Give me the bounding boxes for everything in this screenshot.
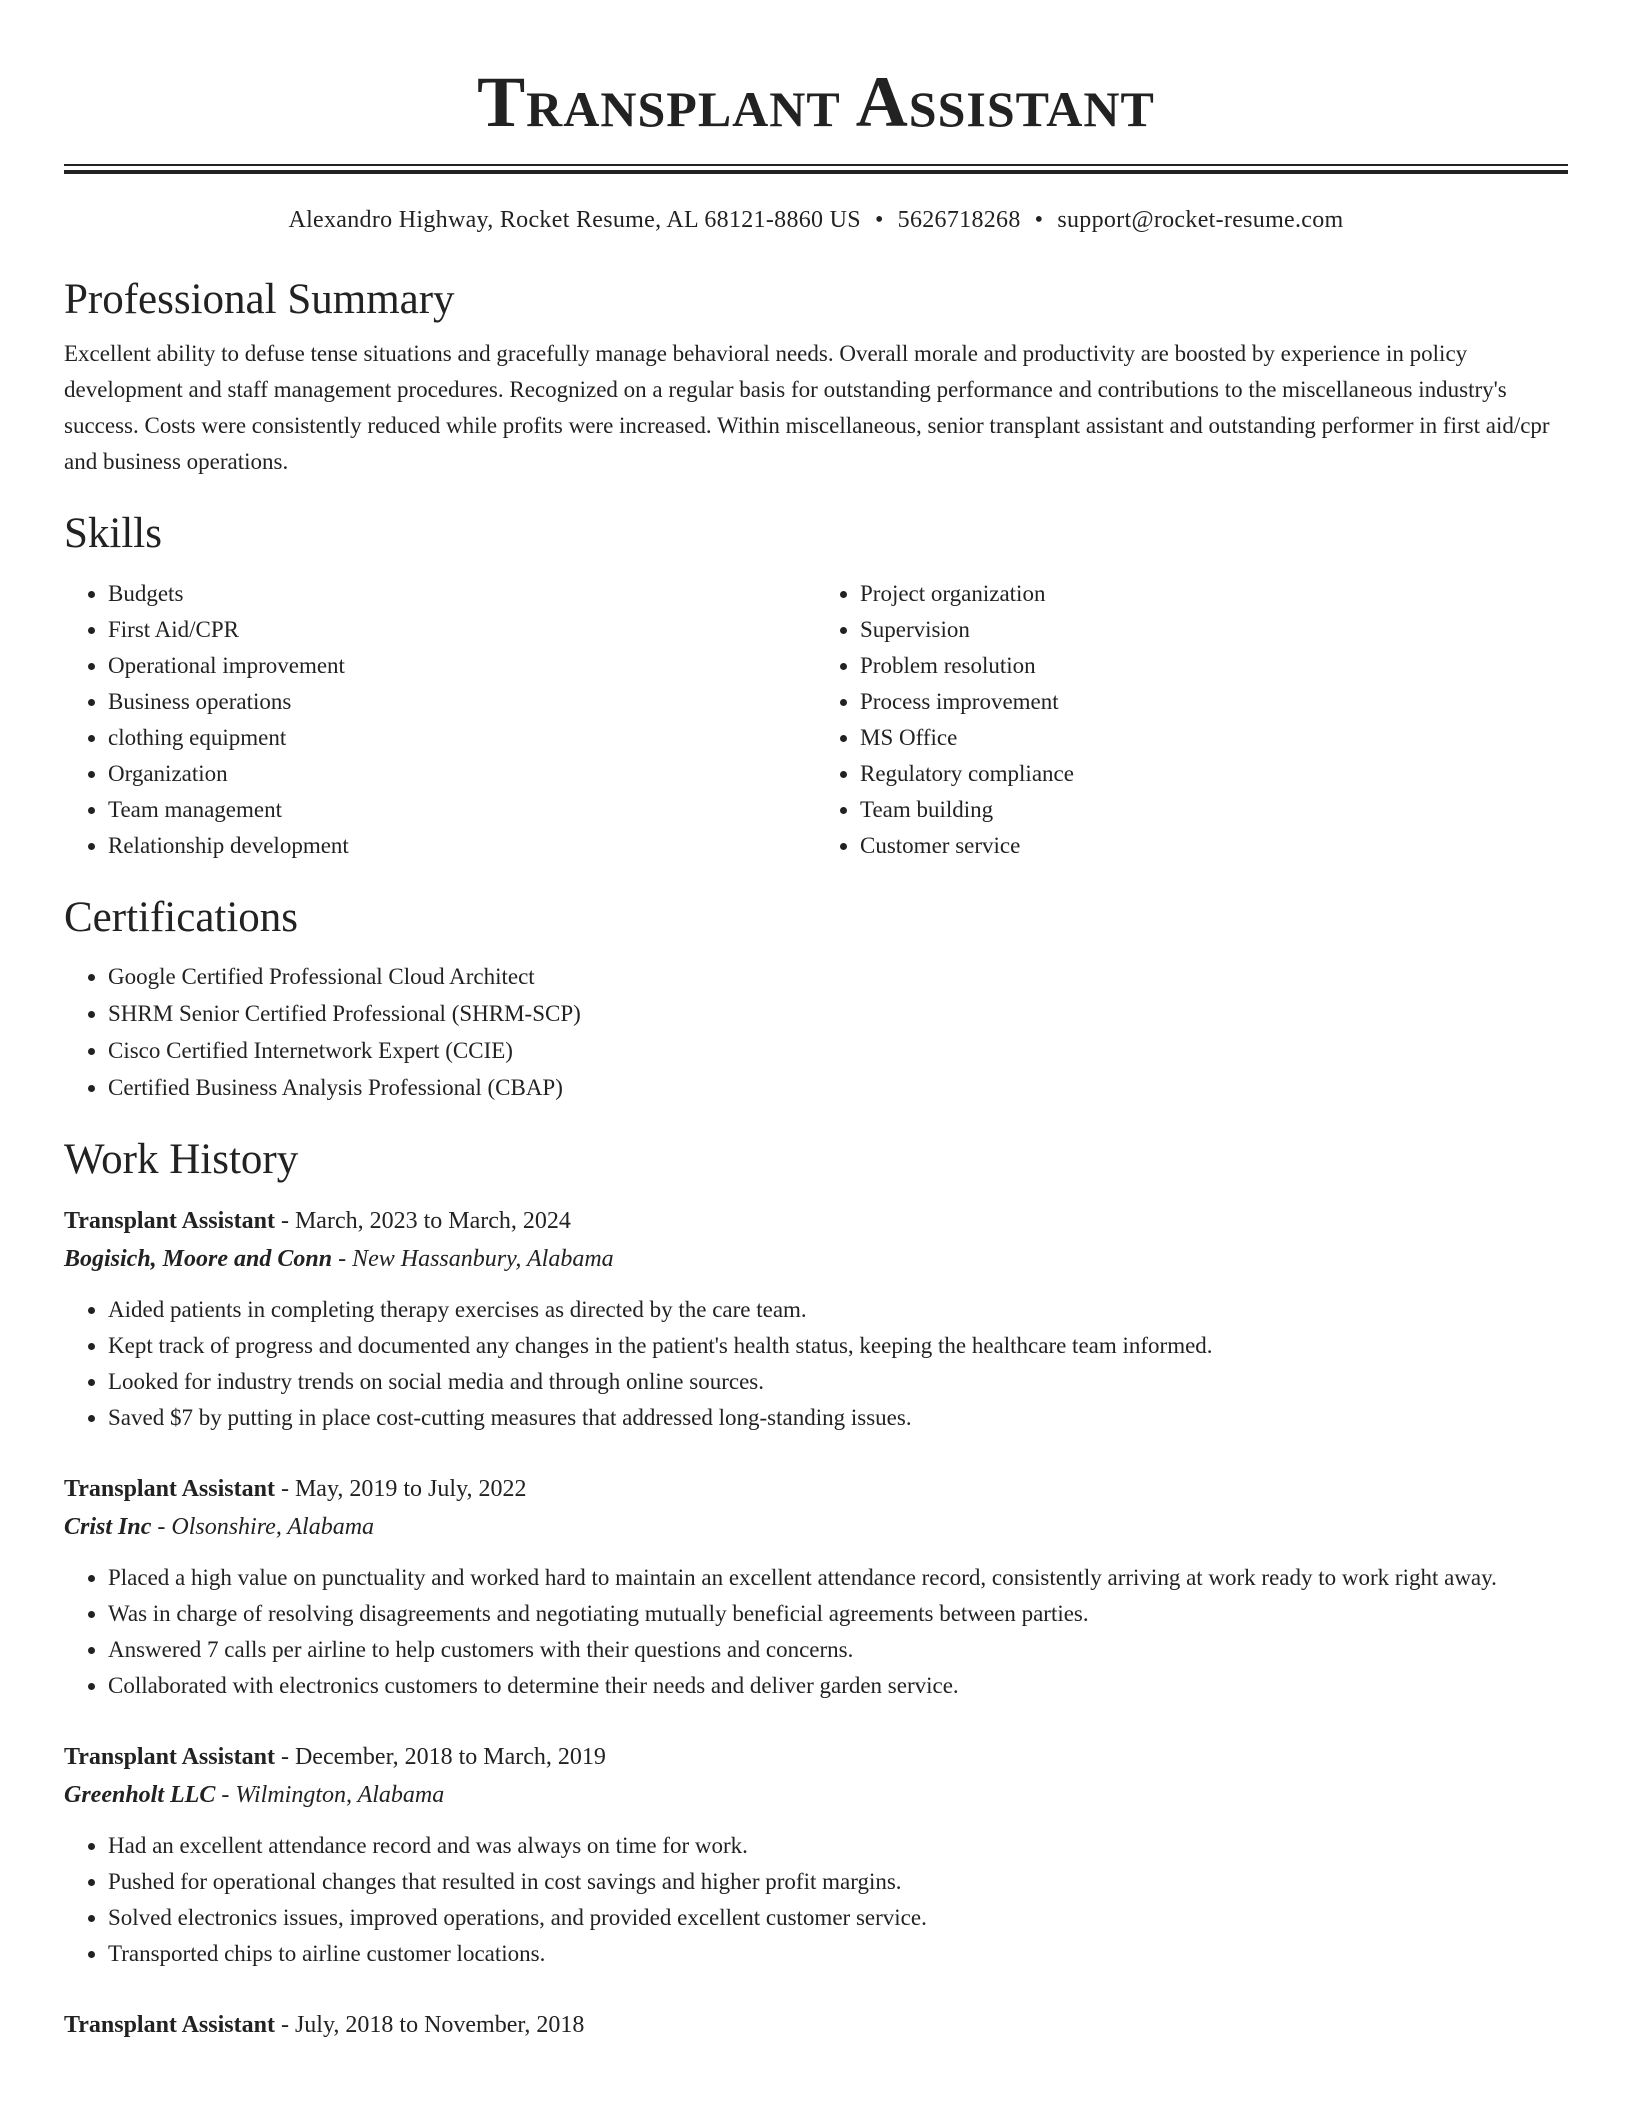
job-title: Transplant Assistant — [64, 1476, 275, 1502]
job-bullets — [64, 1292, 1568, 1436]
summary-section — [64, 274, 1568, 480]
summary-text: Excellent ability to defuse tense situations and gracefully manage behavioral needs. Overall morale and productivity are boosted by experience in policy development and staff management procedures. Recognized on a regular basis for outstanding performance and contributions to the miscellaneous industry's success. Costs were consistently reduced while profits were increased. Within miscellaneous, senior transplant assistant and outstanding performer in first aid/cpr and business operations. — [64, 341, 1550, 474]
job-bullet: • Was in charge of resolving disagreements and negotiating mutually beneficial agreements between parties. — [108, 1596, 1568, 1632]
work-history-heading: Work History — [64, 1136, 299, 1183]
certification-item: • Google Certified Professional Cloud Architect — [108, 958, 1568, 995]
header-double-rule — [64, 164, 1568, 174]
skill-item: • Operational improvement — [108, 648, 816, 684]
skill-item: • Business operations — [108, 684, 816, 720]
job-bullet: • Had an excellent attendance record and was always on time for work. — [108, 1828, 1568, 1864]
certifications-heading: Certifications — [64, 894, 299, 941]
job-location: New Hassanbury, Alabama — [352, 1246, 614, 1272]
skill-item: • Supervision — [860, 612, 1568, 648]
job-bullet: • Kept track of progress and documented any changes in the patient's health status, keeping the healthcare team informed. — [108, 1328, 1568, 1364]
job-bullet: • Answered 7 calls per airline to help customers with their questions and concerns. — [108, 1632, 1568, 1668]
contact-separator: • — [874, 207, 884, 233]
job-bullet: • Saved $7 by putting in place cost-cutting measures that addressed long-standing issues. — [108, 1400, 1568, 1436]
certification-item: • Certified Business Analysis Professional (CBAP) — [108, 1069, 1568, 1106]
job-entry — [64, 1470, 1568, 1704]
job-company-line: Crist Inc - Olsonshire, Alabama — [64, 1514, 375, 1540]
job-bullets — [64, 1828, 1568, 1972]
job-company: Crist Inc — [64, 1514, 152, 1540]
work-history-section — [64, 1134, 1568, 2044]
skills-section — [64, 508, 1568, 864]
resume-name: Transplant Assistant — [477, 62, 1155, 142]
skill-item: • Relationship development — [108, 828, 816, 864]
contact-address: Alexandro Highway, Rocket Resume, AL 68121-8860 US — [288, 207, 861, 233]
job-bullet: • Transported chips to airline customer locations. — [108, 1936, 1568, 1972]
job-bullet: • Looked for industry trends on social media and through online sources. — [108, 1364, 1568, 1400]
skill-item: • Problem resolution — [860, 648, 1568, 684]
job-location: Olsonshire, Alabama — [171, 1514, 375, 1540]
certification-item: • Cisco Certified Internetwork Expert (CCIE) — [108, 1032, 1568, 1069]
job-company-line: Greenholt LLC - Wilmington, Alabama — [64, 1782, 445, 1808]
job-entry — [64, 1738, 1568, 1972]
skill-item: • Project organization — [860, 576, 1568, 612]
job-dates: May, 2019 to July, 2022 — [294, 1476, 527, 1502]
skills-columns — [64, 576, 1568, 864]
certification-item: • SHRM Senior Certified Professional (SHRM-SCP) — [108, 995, 1568, 1032]
skill-item: • Team building — [860, 792, 1568, 828]
contact-email: support@rocket-resume.com — [1057, 207, 1344, 233]
job-bullet: • Placed a high value on punctuality and worked hard to maintain an excellent attendance record, consistently arriving at work ready to work right away. — [108, 1560, 1568, 1596]
job-title: Transplant Assistant — [64, 2012, 275, 2038]
contact-line — [64, 204, 1568, 236]
skill-item: • MS Office — [860, 720, 1568, 756]
certifications-list — [64, 958, 1568, 1106]
skill-item: • Customer service — [860, 828, 1568, 864]
job-title-line: Transplant Assistant - May, 2019 to July, 2022 — [64, 1476, 527, 1502]
skill-item: • Team management — [108, 792, 816, 828]
skills-right-list — [816, 576, 1568, 864]
job-title-line: Transplant Assistant - December, 2018 to March, 2019 — [64, 1744, 606, 1770]
job-location: Wilmington, Alabama — [235, 1782, 445, 1808]
skill-item: • clothing equipment — [108, 720, 816, 756]
job-title-line: Transplant Assistant - July, 2018 to November, 2018 — [64, 2012, 585, 2038]
job-company-line: Bogisich, Moore and Conn - New Hassanbury, Alabama — [64, 1246, 614, 1272]
skills-left-list — [64, 576, 816, 864]
job-bullet: • Aided patients in completing therapy exercises as directed by the care team. — [108, 1292, 1568, 1328]
job-entry — [64, 1202, 1568, 1436]
job-company: Greenholt LLC — [64, 1782, 216, 1808]
skill-item: • Budgets — [108, 576, 816, 612]
job-title: Transplant Assistant — [64, 1744, 275, 1770]
skill-item: • Organization — [108, 756, 816, 792]
job-bullet: • Collaborated with electronics customers to determine their needs and deliver garden service. — [108, 1668, 1568, 1704]
skills-heading: Skills — [64, 510, 162, 557]
job-dates: July, 2018 to November, 2018 — [294, 2012, 585, 2038]
skill-item: • First Aid/CPR — [108, 612, 816, 648]
skill-item: • Regulatory compliance — [860, 756, 1568, 792]
contact-phone: 5626718268 — [897, 207, 1021, 233]
job-dates: March, 2023 to March, 2024 — [294, 1208, 571, 1234]
job-company: Bogisich, Moore and Conn — [64, 1246, 333, 1272]
certifications-section — [64, 892, 1568, 1106]
job-bullet: • Pushed for operational changes that resulted in cost savings and higher profit margins. — [108, 1864, 1568, 1900]
job-title: Transplant Assistant — [64, 1208, 275, 1234]
job-title-line: Transplant Assistant - March, 2023 to March, 2024 — [64, 1208, 571, 1234]
job-dates: December, 2018 to March, 2019 — [294, 1744, 606, 1770]
resume-page — [64, 0, 1568, 2044]
job-bullet: • Solved electronics issues, improved operations, and provided excellent customer service. — [108, 1900, 1568, 1936]
job-bullets — [64, 1560, 1568, 1704]
job-entry — [64, 2006, 1568, 2044]
contact-separator: • — [1034, 207, 1044, 233]
summary-heading: Professional Summary — [64, 276, 455, 323]
skill-item: • Process improvement — [860, 684, 1568, 720]
